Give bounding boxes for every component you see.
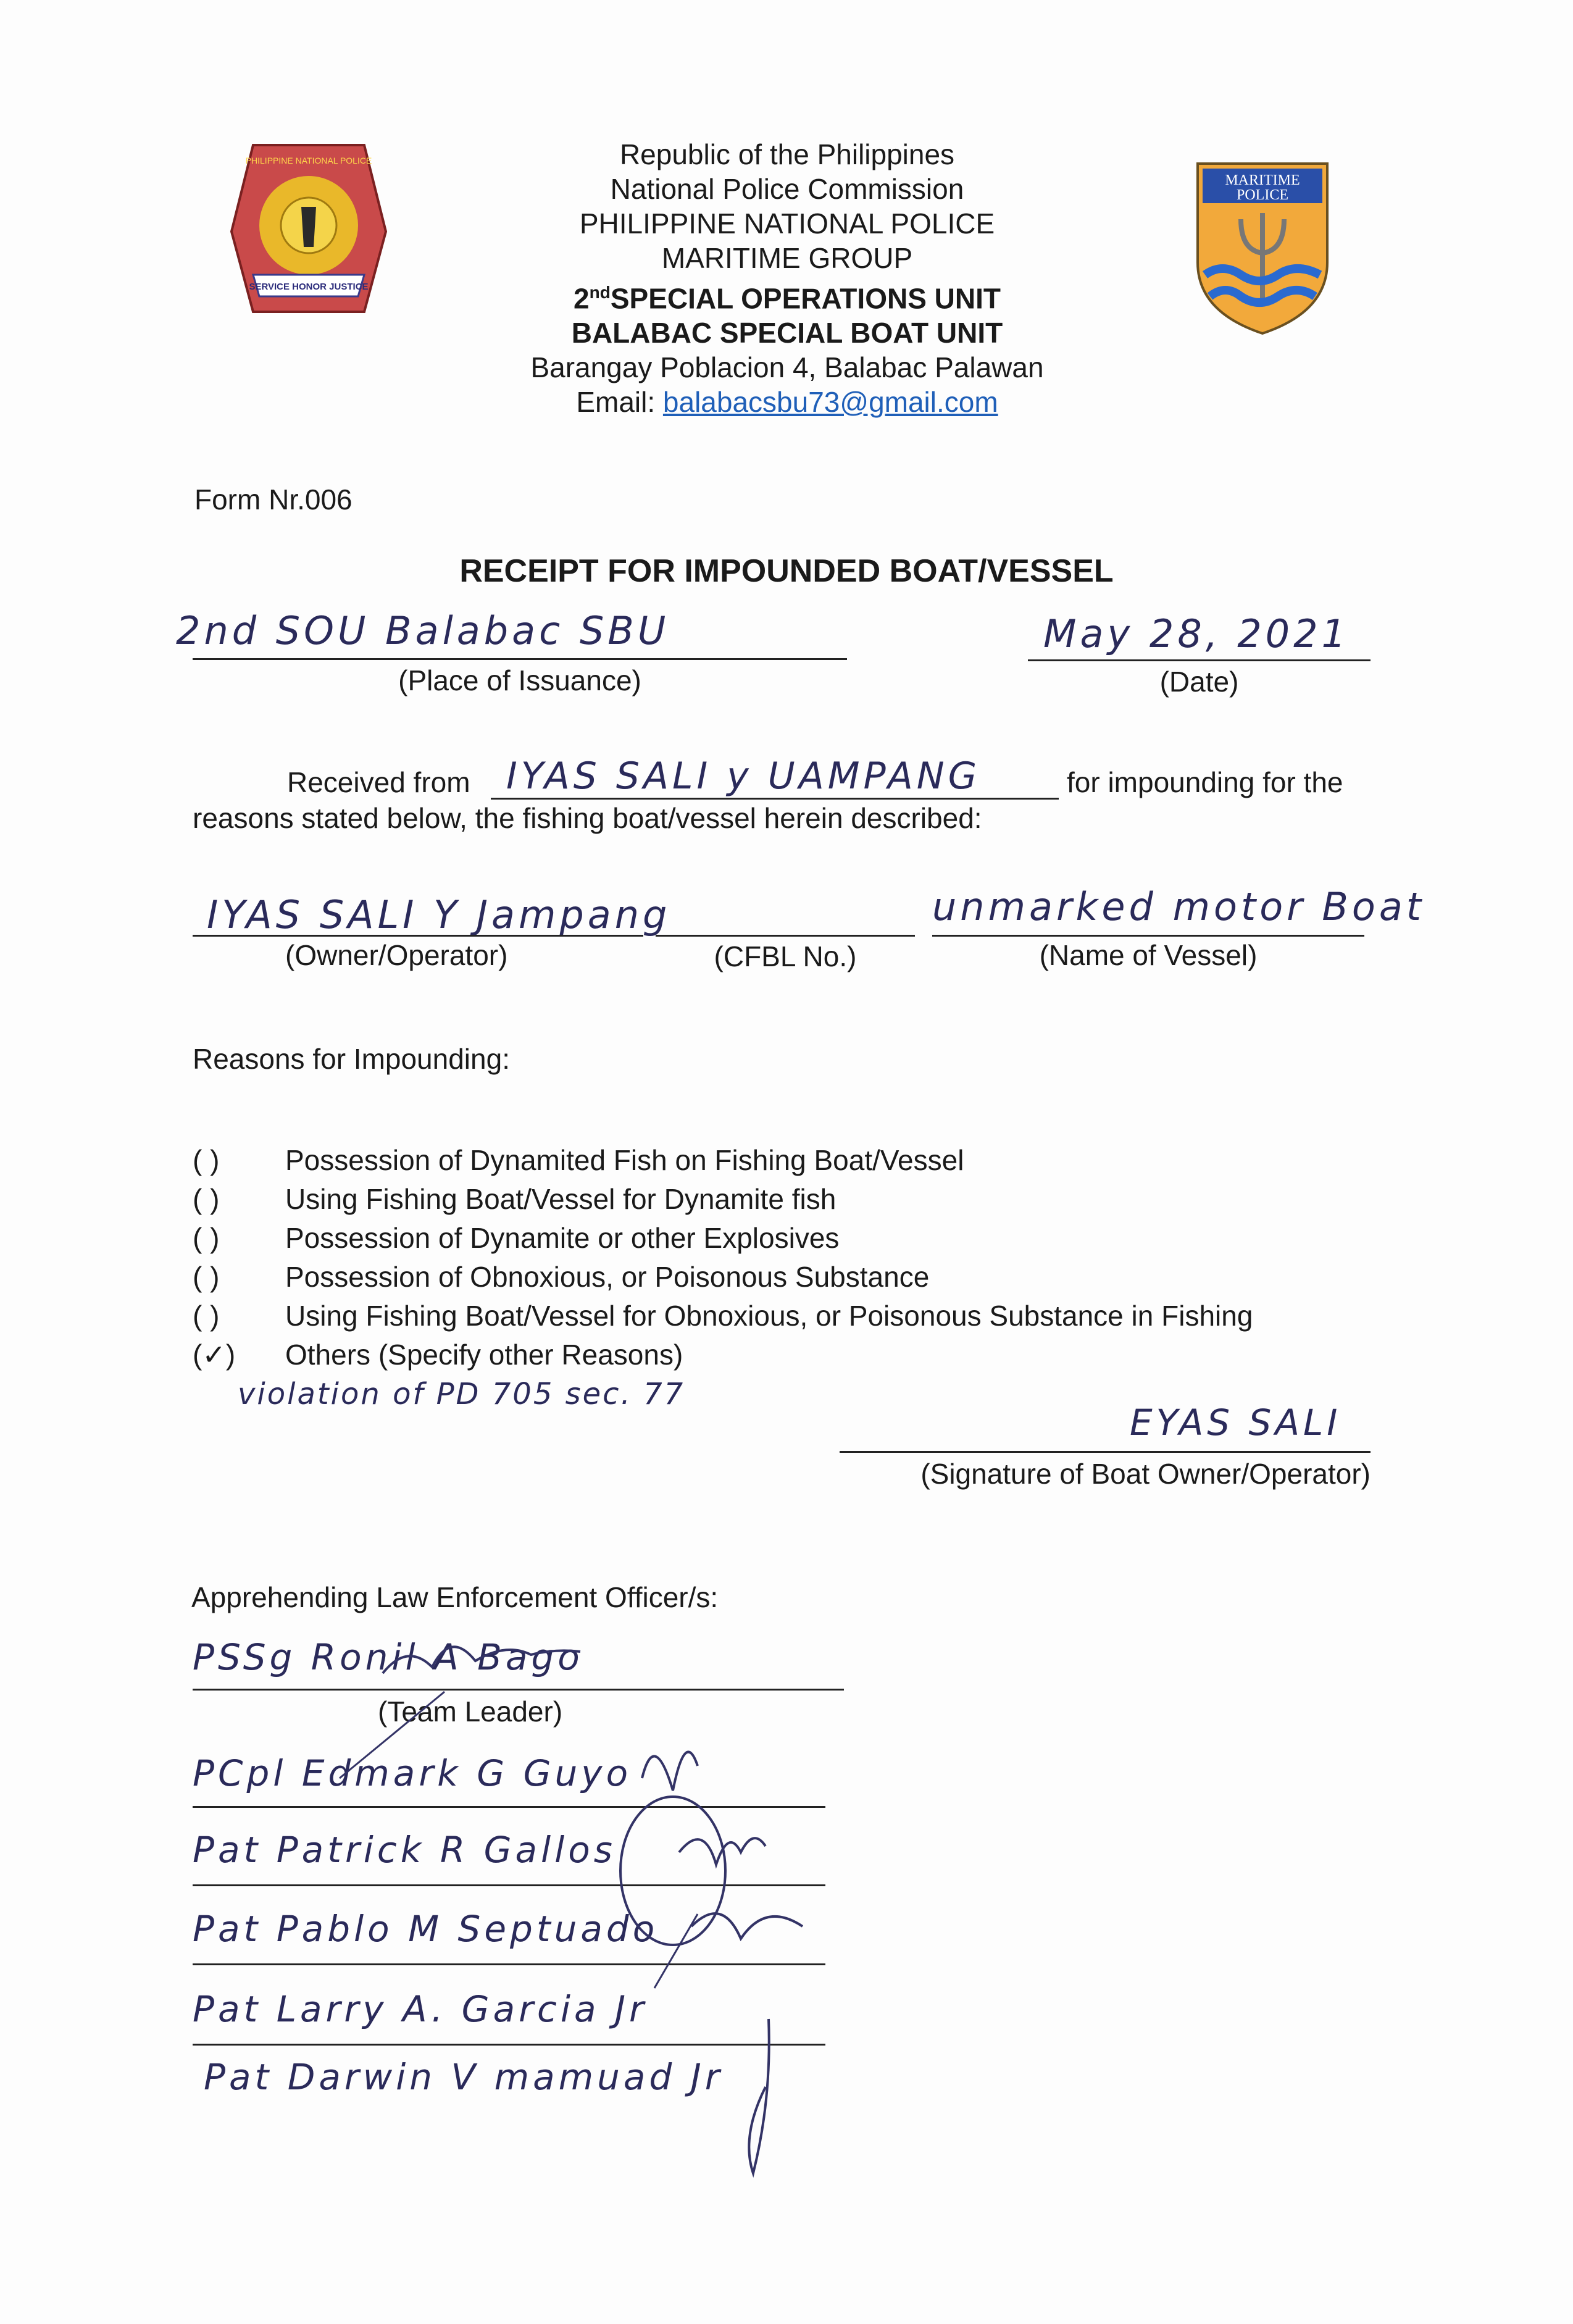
- header-maritime-group: MARITIME GROUP: [661, 242, 913, 274]
- header-unit: [432, 275, 1142, 316]
- signature-label: (Signature of Boat Owner/Operator): [920, 1458, 1371, 1490]
- header-email-line: [432, 385, 1142, 419]
- form-title: RECEIPT FOR IMPOUNDED BOAT/VESSEL: [459, 553, 1114, 589]
- reason-item: [193, 1182, 836, 1216]
- reason-item: [193, 1221, 839, 1255]
- signature-line: [840, 1451, 1371, 1453]
- reason-checkbox[interactable]: ( ): [193, 1144, 220, 1176]
- officers-heading: Apprehending Law Enforcement Officer/s:: [191, 1581, 719, 1613]
- email-link[interactable]: balabacsbu73@gmail.com: [662, 386, 998, 419]
- officer-name: Pat Patrick R Gallos: [193, 1829, 616, 1871]
- reason-item: [193, 1143, 964, 1177]
- pnp-ribbon-text: SERVICE HONOR JUSTICE: [249, 282, 369, 292]
- vessel-line: [932, 935, 1364, 937]
- place-of-issuance-value: 2nd SOU Balabac SBU: [176, 608, 670, 653]
- officer-signatures-scribble: [185, 1605, 926, 2192]
- form-number: Form Nr.006: [194, 483, 353, 516]
- officer-name: Pat Pablo M Septuado: [193, 1908, 659, 1950]
- cfbl-line: [656, 935, 915, 937]
- reason-checkbox[interactable]: ( ): [193, 1300, 220, 1332]
- unit-ordinal-suffix: nd: [589, 283, 611, 302]
- reason-text: Possession of Dynamite or other Explosives: [285, 1222, 840, 1254]
- reason-checkbox[interactable]: ( ): [193, 1222, 220, 1254]
- reason-checkbox[interactable]: ( ): [193, 1183, 220, 1215]
- reason-text: Possession of Obnoxious, or Poisonous Substance: [285, 1261, 930, 1293]
- team-leader-label: (Team Leader): [378, 1695, 563, 1728]
- owner-line: [193, 935, 643, 937]
- other-reason-value: violation of PD 705 sec. 77: [238, 1377, 685, 1411]
- reason-item: [193, 1299, 1253, 1332]
- badge-text-maritime: MARITIME: [1225, 172, 1300, 188]
- reason-text: Possession of Dynamited Fish on Fishing Boat/Vessel: [285, 1144, 964, 1176]
- reason-text: Others (Specify other Reasons): [285, 1339, 683, 1371]
- place-line: [193, 658, 847, 660]
- header-napolcom: National Police Commission: [610, 173, 964, 205]
- place-label: (Place of Issuance): [398, 664, 641, 696]
- reason-checkbox[interactable]: ( ): [193, 1261, 220, 1293]
- received-line2: reasons stated below, the fishing boat/vessel herein described:: [193, 802, 982, 834]
- received-from-value: IYAS SALI y UAMPANG: [506, 754, 981, 798]
- vessel-name-value: unmarked motor Boat: [932, 884, 1425, 929]
- header-sub-unit: BALABAC SPECIAL BOAT UNIT: [571, 317, 1003, 349]
- owner-operator-value: IYAS SALI Y Jampang: [207, 892, 671, 937]
- received-suffix: for impounding for the: [1067, 766, 1343, 798]
- reason-text: Using Fishing Boat/Vessel for Obnoxious, or Poisonous Substance in Fishing: [285, 1300, 1253, 1332]
- owner-label: (Owner/Operator): [285, 939, 508, 971]
- received-line: [491, 798, 1059, 800]
- officer-name: PCpl Edmark G Guyo: [193, 1752, 632, 1794]
- header-republic: Republic of the Philippines: [619, 138, 955, 170]
- unit-name: SPECIAL OPERATIONS UNIT: [610, 282, 1001, 315]
- reason-checkbox[interactable]: (✓): [193, 1339, 236, 1371]
- email-label: Email:: [576, 386, 663, 419]
- cfbl-label: (CFBL No.): [714, 940, 857, 972]
- pnp-seal-text: PHILIPPINE NATIONAL POLICE: [245, 156, 372, 165]
- date-label: (Date): [1159, 666, 1239, 698]
- reason-item: [193, 1260, 929, 1294]
- team-leader-name: PSSg Ronil A Bago: [193, 1636, 583, 1678]
- received-prefix: Received from: [287, 766, 470, 798]
- reason-item: [193, 1338, 683, 1371]
- reasons-heading: Reasons for Impounding:: [193, 1043, 510, 1075]
- date-line: [1028, 659, 1371, 661]
- officer-name: Pat Larry A. Garcia Jr: [193, 1988, 648, 2030]
- vessel-label: (Name of Vessel): [1039, 939, 1258, 971]
- unit-ordinal: 2: [574, 282, 590, 315]
- pnp-seal-logo: [228, 139, 389, 318]
- letterhead: [432, 137, 1142, 419]
- badge-text-police: POLICE: [1237, 187, 1288, 203]
- officer-name: Pat Darwin V mamuad Jr: [204, 2056, 724, 2098]
- reason-text: Using Fishing Boat/Vessel for Dynamite fish: [285, 1183, 837, 1215]
- date-value: May 28, 2021: [1043, 611, 1350, 656]
- maritime-police-badge-logo: [1191, 157, 1333, 336]
- header-pnp: PHILIPPINE NATIONAL POLICE: [579, 207, 995, 240]
- owner-signature: EYAS SALI: [1130, 1402, 1341, 1444]
- header-address: Barangay Poblacion 4, Balabac Palawan: [530, 351, 1044, 384]
